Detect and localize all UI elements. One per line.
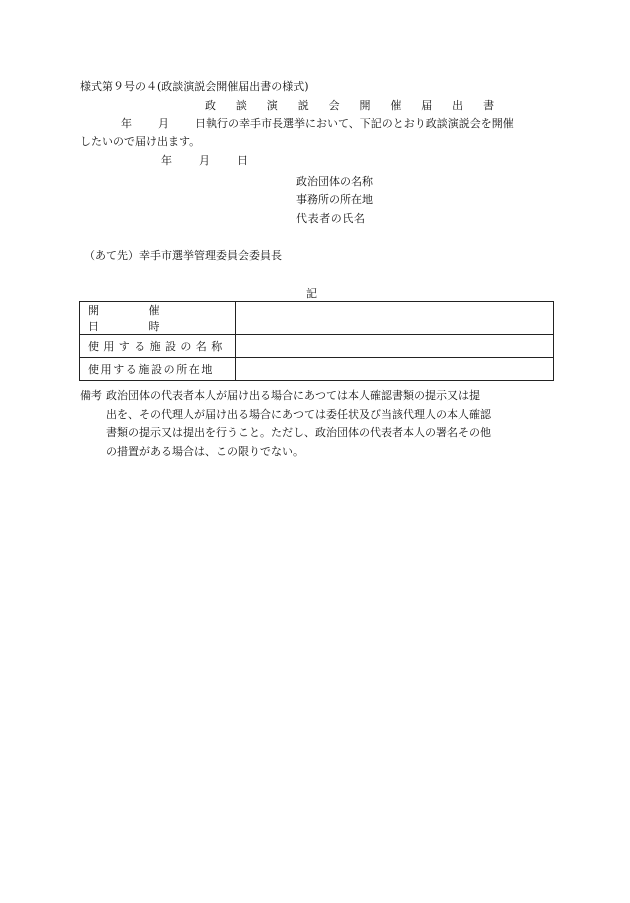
table-value-venue-name[interactable] (236, 335, 554, 358)
ki-heading: 記 (306, 287, 317, 300)
table-row-venue-address (80, 358, 554, 381)
representative-name-label: 代表者の氏名 (296, 212, 366, 225)
table-label-venue-name (80, 335, 236, 358)
remarks-body (106, 387, 553, 461)
table-label-date (80, 302, 236, 335)
table-value-date[interactable] (236, 302, 554, 335)
date-day-label: 日 (237, 154, 248, 167)
org-name-label: 政治団体の名称 (296, 175, 373, 188)
table-row-venue-name (80, 335, 554, 358)
remarks-line: 政治団体の代表者本人が届け出る場合にあつては本人確認書類の提示又は提 (106, 389, 480, 402)
intro-line-1 (121, 117, 514, 131)
info-table (79, 301, 554, 381)
intro-month-label: 月 (158, 117, 169, 130)
table-row-date (80, 302, 554, 335)
table-label-venue-name-text: 使用する施設の名称 (88, 340, 227, 353)
date-line (161, 154, 248, 168)
addressee: （あて先）幸手市選挙管理委員会委員長 (84, 249, 282, 262)
form-number: 様式第９号の４(政談演説会開催届出書の様式) (80, 80, 309, 93)
table-label-venue-address-text: 使用する施設の所在地 (88, 363, 214, 376)
table-label-date-text: 開 催 日 時 (88, 304, 183, 333)
table-label-venue-address (80, 358, 236, 381)
date-year-label: 年 (161, 154, 172, 167)
remarks-line: 出を、その代理人が届け出る場合にあつては委任状及び当該代理人の本人確認 (106, 407, 491, 421)
remarks-heading: 備考 (80, 389, 102, 402)
document-title: 政 談 演 説 会 開 催 届 出 書 (205, 99, 503, 112)
table-value-venue-address[interactable] (236, 358, 554, 381)
remarks-line: 書類の提示又は提出を行うこと。ただし、政治団体の代表者本人の署名その他 (106, 426, 491, 439)
office-address-label: 事務所の所在地 (296, 193, 373, 206)
intro-line-2: したいので届け出ます。 (80, 135, 201, 148)
remarks-line: の措置がある場合は、この限りでない。 (106, 444, 304, 458)
date-month-label: 月 (199, 154, 210, 167)
intro-day-text: 日執行の幸手市長選挙において、下記のとおり政談演説会を開催 (195, 117, 514, 130)
intro-year-label: 年 (121, 117, 132, 130)
